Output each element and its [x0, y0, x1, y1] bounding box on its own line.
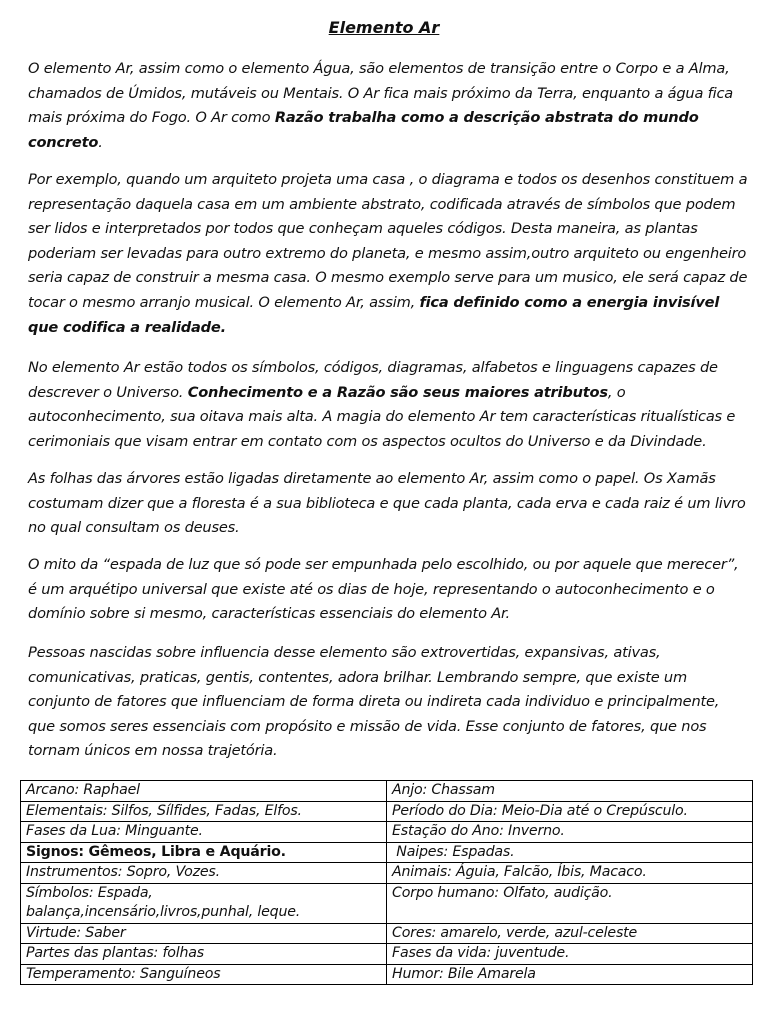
paragraph-text: O elemento Ar, assim como o elemento Água, são elementos de transição entre o Corpo e a Alma, chamados de Úmidos, mutáveis ou Mentais. O Ar fica mais próximo da Terra, enquanto a água fica mais próxima do Fogo. O Ar como: [28, 60, 734, 127]
table-cell: Fases da Lua: Minguante.: [21, 822, 387, 843]
table-cell: Período do Dia: Meio-Dia até o Crepúsculo.: [387, 801, 753, 822]
table-cell: Fases da vida: juventude.: [387, 944, 753, 965]
paragraph-text: Pessoas nascidas sobre influencia desse elemento são extrovertidas, expansivas, ativas, comunicativas, praticas, gentis, contentes, adora brilhar. Lembrando sempre, que existe um conjunto de fatores que influenciam de forma direta ou indireta cada individuo e principalmente, que somos seres essenciais com propósito e missão de vida. Esse conjunto de fatores, que nos tornam únicos em nossa trajetória.: [28, 644, 720, 760]
paragraph-1: [28, 57, 748, 155]
table-cell: Elementais: Silfos, Sílfides, Fadas, Elfos.: [21, 801, 387, 822]
document-title: Elemento Ar: [328, 18, 440, 37]
paragraph-text: O mito da “espada de luz que só pode ser empunhada pelo escolhido, ou por aquele que merecer”, é um arquétipo universal que existe até os dias de hoje, representando o autoconhecimento e o domínio sobre si mesmo, características essenciais do elemento Ar.: [28, 556, 739, 623]
paragraph-tail: .: [98, 133, 103, 151]
table-cell: Símbolos: Espada, balança,incensário,livros,punhal, leque.: [21, 883, 387, 923]
paragraph-3: [28, 356, 748, 454]
table-row: [21, 822, 753, 843]
table-row: [21, 781, 753, 802]
table-cell: Arcano: Raphael: [21, 781, 387, 802]
table-cell: Temperamento: Sanguíneos: [21, 964, 387, 985]
paragraph-4: [28, 467, 748, 541]
table-row: [21, 944, 753, 965]
table-row: [21, 842, 753, 863]
paragraph-6: [28, 641, 748, 764]
table-cell: Corpo humano: Olfato, audição.: [387, 883, 753, 923]
table-cell: Partes das plantas: folhas: [21, 944, 387, 965]
paragraph-bold: Razão trabalha como a descrição abstrata do mundo concreto: [28, 109, 699, 151]
paragraph-2: [28, 168, 748, 340]
table-cell: Signos: Gêmeos, Libra e Aquário.: [21, 842, 387, 863]
paragraph-text: As folhas das árvores estão ligadas diretamente ao elemento Ar, assim como o papel. Os Xamãs costumam dizer que a floresta é a sua biblioteca e que cada planta, cada erva e cada raiz é um livro no qual consultam os deuses.: [28, 470, 746, 537]
table-cell: Humor: Bile Amarela: [387, 964, 753, 985]
table-cell: Animais: Águia, Falcão, Íbis, Macaco.: [387, 863, 753, 884]
attributes-table: [20, 780, 753, 985]
table-cell: Instrumentos: Sopro, Vozes.: [21, 863, 387, 884]
paragraph-tail: , o autoconhecimento, sua oitava mais alta. A magia do elemento Ar tem características ritualísticas e cerimoniais que visam entrar em contato com os aspectos ocultos do Universo e da Divindade.: [28, 383, 736, 450]
table-cell: Cores: amarelo, verde, azul-celeste: [387, 923, 753, 944]
table-row: [21, 883, 753, 923]
table-cell: Estação do Ano: Inverno.: [387, 822, 753, 843]
table-row: [21, 923, 753, 944]
table-cell: Virtude: Saber: [21, 923, 387, 944]
paragraph-bold: Conhecimento e a Razão são seus maiores atributos: [187, 383, 608, 401]
paragraph-bold: fica definido como a energia invisível que codifica a realidade.: [28, 293, 720, 336]
paragraph-5: [28, 553, 748, 627]
paragraph-text: No elemento Ar estão todos os símbolos, códigos, diagramas, alfabetos e linguagens capazes de descrever o Universo.: [28, 359, 718, 401]
paragraph-text: Por exemplo, quando um arquiteto projeta uma casa , o diagrama e todos os desenhos constituem a representação daquela casa em um ambiente abstrato, codificada através de símbolos que podem ser lidos e interpretados por todos que conheçam aqueles códigos. Desta maneira, as plantas poderiam ser levadas para outro extremo do planeta, e mesmo assim,outro arquiteto ou engenheiro seria capaz de construir a mesma casa. O mesmo exemplo serve para um musico, ele será capaz de tocar o mesmo arranjo musical. O elemento Ar, assim,: [28, 171, 748, 311]
table-row: [21, 801, 753, 822]
table-cell: Anjo: Chassam: [387, 781, 753, 802]
table-cell: Naipes: Espadas.: [387, 842, 753, 863]
table-row: [21, 964, 753, 985]
table-row: [21, 863, 753, 884]
